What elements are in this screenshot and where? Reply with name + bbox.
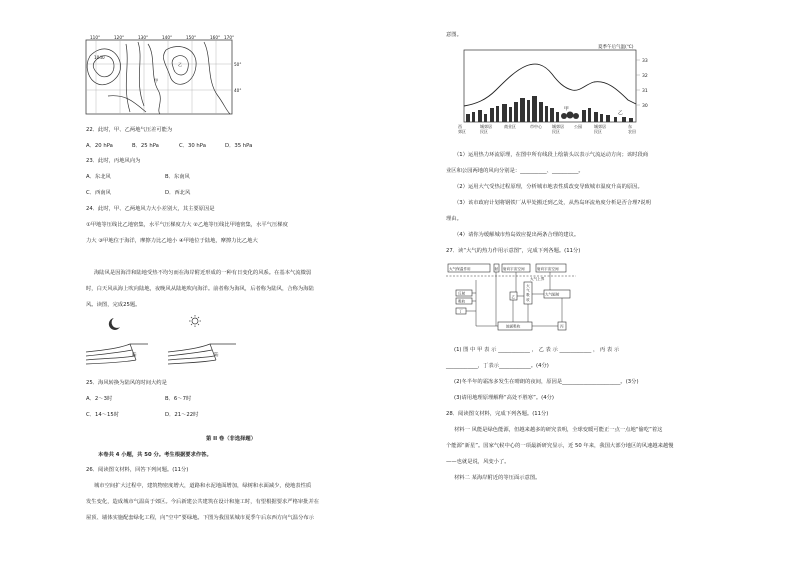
q28-material1-line3: ——也就是说，风变小了。 [446,459,510,465]
lon-label: 170° [224,35,235,40]
box-label: 吸收 [458,299,466,304]
point-yi: 乙 [618,111,623,116]
atmosphere-absorb-char: 大 [526,284,530,288]
q26-line3: 屋顶、墙体实施配套绿化工程，向“空中”要绿地。下图为我国某城市夏季午后东西方向气温分布示 [86,515,314,521]
box-label: 大气上界 [530,277,545,281]
q23-option-d: D．西北风 [165,190,191,196]
q25-option-a: A．2～3时 [86,396,113,402]
box-label: 反射 [458,291,466,296]
moon-icon [109,318,120,330]
part2-instruction: 本卷共 4 小题，共 50 分。考生根据要求作答。 [98,452,212,458]
box-label: 射向宇宙空间 [537,267,559,271]
q23-stem: 23．此时，丙地风向为 [86,158,141,164]
part2-heading: 第 II 卷（非选择题） [206,436,257,442]
passage-line1: 海陆风是因海洋和陆地受热不均匀而在海岸附近形成的一种有日变化的风系。在基本气流微弱 [94,270,312,276]
q25-option-d: D．21～22时 [165,412,199,418]
y-tick: 32 [642,74,648,79]
lon-label: 120° [114,35,125,40]
q22-option-d: D．35 hPa [225,143,253,149]
q26-line1: 城市空间扩大过程中，建筑物密度增大，道路和水泥地面增加，绿树和水面减少，使地表性质 [94,483,312,489]
q22-stem: 22．此时，甲、乙两地气压差可能为 [86,127,173,133]
q24-line2: 力大 ③甲地位于海洋，摩擦力比乙地小 ④甲地位于陆地，摩擦力比乙地大 [86,238,258,244]
q28-material1-line1: 材料一 风能是绿色能源，但越来越多的研究表明，全球变暖可能正一点一点地“偷吃”着这 [454,427,663,433]
lon-label: 110° [90,35,101,40]
q22-option-b: B．25 hPa [132,143,159,149]
isobar-value: 1040 [94,55,105,60]
q22-option-a: A．20 hPa [86,143,113,149]
q25-option-b: B．6～7时 [165,396,192,402]
box-label: 大气辐射 [545,292,560,297]
x-axis-label: 东农田 [628,124,636,134]
q28-material2: 材料二 某海岸附近的等压面示意图。 [454,475,541,481]
box-label: 大气保温作用 [449,267,471,271]
atmosphere-heating-diagram [446,262,596,342]
lat-label: 50° [234,62,242,67]
box-label: 丁 [459,309,463,314]
q25-stem: 25．海风转换为陆风的时间大约是 [86,380,167,386]
box-label: 乙 [511,295,516,299]
box-label: 丙 [560,324,564,329]
q26-sub3: （3）该市政府计划将钢铁厂从甲处搬迁到乙处，从热岛环流角度分析是否合理?说明 [454,200,651,206]
atmosphere-absorb-char: 气 [526,288,530,293]
point-yi: 乙 [178,62,183,67]
q27-sub2: (2)冬半年的霜冻多发生在晴朗的夜间，原因是______________________。(3分) [454,379,639,385]
q24-stem: 24．此时，甲、乙两地风力大小差别大，其主要原因是 [86,206,215,212]
q23-option-b: B．东南风 [165,174,190,180]
temperature-curve [464,64,636,106]
chart-legend: 夏季午后气温(℃) [598,45,634,50]
lon-label: 160° [210,35,221,40]
q27-sub1-cont: ____________，丁表示____________。(4分) [446,363,549,369]
box-label: 地面吸收 [506,324,521,329]
isobar-map [86,35,242,121]
q22-option-c: C．30 hPa [179,143,206,149]
y-tick: 33 [642,59,648,64]
q27-sub3: (3)请用地理原理解释“高处不胜寒”。(4分) [454,395,554,401]
box-label: 射 [494,267,499,271]
q26-sub4: （4）请你为缓解城市热岛效应提出两条合理的建议。 [454,232,580,238]
land-label: 陆 [132,353,137,358]
passage-line2: 时，白天风从海上吹向陆地，夜晚风从陆地吹向海洋。前者称为海风，后者称为陆风，合称为海陆 [86,286,314,292]
q26-sub1-cont: 业区和公园两地的风向分别是：__________、__________。 [446,168,584,174]
x-axis-label: 商业区 [504,124,516,129]
sea-land-breeze-figure [86,316,266,371]
lon-label: 150° [186,35,197,40]
q28-stem: 28．阅读图文材料，完成下列各题。(11分) [446,411,549,417]
temperature-profile-chart [456,44,666,149]
q26-line2: 发生变化，造成城市气温高于郊区。今后新建公共建筑在设计和施工时，有望根据要求严格审批并在 [86,499,320,505]
x-axis-label: 西郊区 [458,124,466,134]
point-jia: 甲 [564,107,569,112]
x-axis-label: 公园 [574,124,582,129]
q26-sub1: （1）运用热力环流原理，在图中所有线段上绘箭头以表示气流运动方向；该时段商 [454,152,649,158]
q26-sub3-cont: 理由。 [446,216,462,222]
x-axis-label: 城郊居民区 [594,124,606,134]
box-label: 射向宇宙空间 [503,267,525,271]
lat-label: 40° [234,88,242,93]
q27-stem: 27．读“大气的热力作用示意图”，完成下列各题。(11分) [446,248,581,254]
passage-line3: 风。读图，完成25题。 [86,302,141,308]
land-label: 陆 [214,353,219,358]
x-axis-label: 城郊居民区 [480,124,492,134]
q23-option-c: C．西南风 [86,190,111,196]
lon-label: 140° [162,35,173,40]
q23-option-a: A．东北风 [86,174,111,180]
sun-icon [189,315,201,327]
point-jia: 甲 [154,78,159,83]
x-axis-label: 城郊居民区 [552,124,564,134]
atmosphere-absorb-char: 收 [526,297,530,302]
q27-sub1: (1) 图 中 甲 表 示 ____________ ， 乙 表 示 ____________ ， 丙 表 示 [454,347,620,353]
y-tick: 30 [642,104,648,109]
q25-option-c: C．14～15时 [86,412,120,418]
x-axis-label: 市中心 [530,124,542,129]
lon-label: 130° [138,35,149,40]
y-tick: 31 [642,89,648,94]
q28-material1-line2: 个能源“新星”。国家气候中心的一项最新研究显示，近 50 年来，我国大部分地区的风速越来越慢 [446,443,674,449]
q26-sub2: （2）运用大气受热过程原理，分析城市地表性质改变导致城市温度升高的原因。 [454,184,643,190]
atmosphere-absorb-char: 吸 [526,293,530,298]
figure-caption-end: 意图。 [446,32,462,38]
q24-line1: ①甲地等压线比乙地密集，水平气压梯度力大 ②乙地等压线比甲地密集，水平气压梯度 [86,222,288,228]
q26-stem: 26．阅读图文材料，回答下列问题。(11分) [86,467,189,473]
